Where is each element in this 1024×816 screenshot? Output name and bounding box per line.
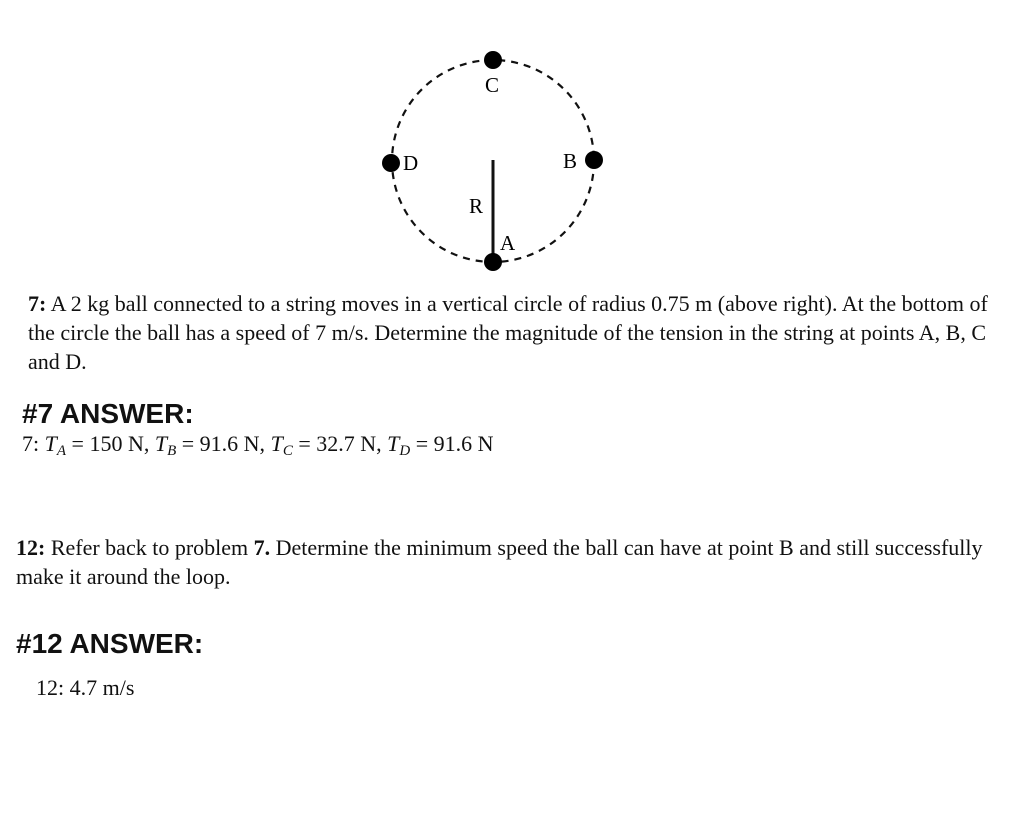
circle-diagram [370,40,620,280]
ball-point-c [484,51,502,69]
ball-point-a [484,253,502,271]
problem-7-text [28,289,1008,376]
label-d: D [403,151,419,175]
problem-12-prefix: Refer back to problem [50,535,249,560]
answer-7-heading: #7 ANSWER: [22,398,194,429]
problem-7-number: 7: [28,291,47,316]
tension-b: $T_B = 91.6$ N, [154,431,266,459]
label-c: C [485,73,500,97]
problem-12-body: Determine the minimum speed the ball can have at point B and still successfully make it around the loop. [16,535,983,589]
tension-d: $T_D = 91.6$ N [387,431,494,459]
problem-12-text [16,533,1006,591]
label-r: R [469,194,484,218]
answer-7-prefix: 7: [22,431,40,456]
ball-point-d [382,154,400,172]
answer-7-line [22,430,494,465]
label-a: A [500,231,516,255]
ball-point-b [585,151,603,169]
label-b: B [563,149,578,173]
tension-a: $T_A = 150$ N, [44,431,150,459]
answer-12-heading: #12 ANSWER: [16,628,204,659]
problem-7-body: A 2 kg ball connected to a string moves in a vertical circle of radius 0.75 m (above right). At the bottom of the circle the ball has a speed of 7 m/s. Determine the magnitude of the tension in the string at points A, B, C and D. [28,291,988,374]
problem-12-ref: 7. [253,535,271,560]
answer-12-line: 12: 4.7 m/s [36,675,135,700]
problem-12-number: 12: [16,535,46,560]
circle-diagram-svg [370,40,620,280]
tension-c: $T_C = 32.7$ N, [270,431,382,459]
